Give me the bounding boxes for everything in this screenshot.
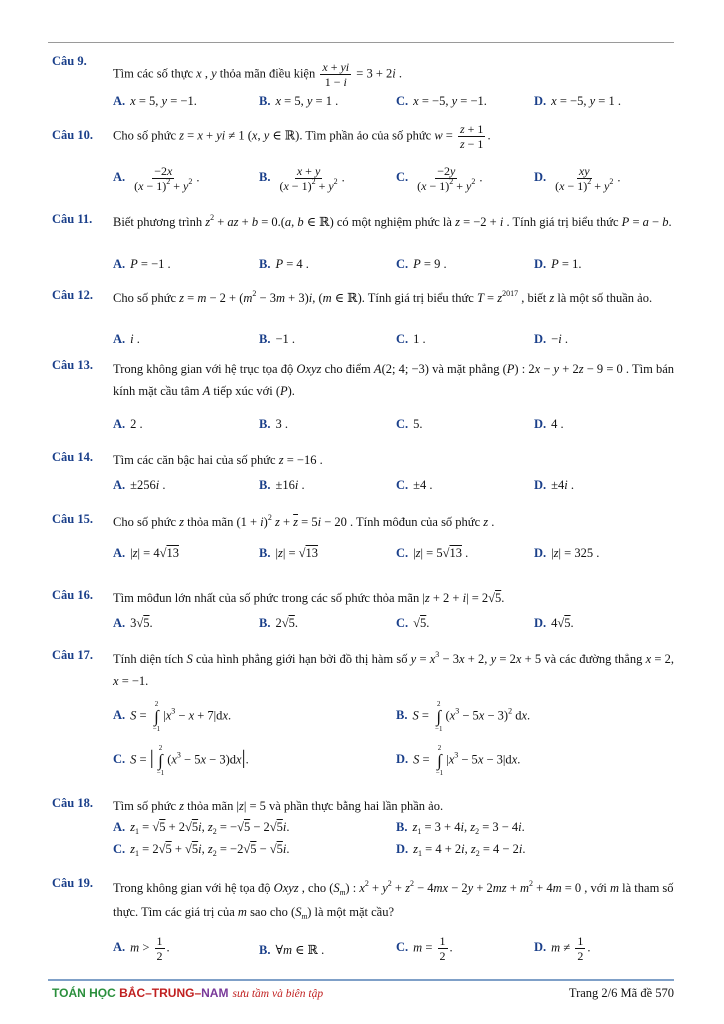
page-number: Trang 2/6 [568, 986, 618, 1000]
question-16: Câu 16. Tìm môđun lớn nhất của số phức trong các số phức thỏa mãn |z + 2 + i| = 2√5. A. 3√5. B. 2√5. C. √5. D. 4√5. [52, 588, 674, 608]
question-text: Tìm số phức z thỏa mãn |z| = 5 và phần thực bằng hai lần phần ảo. [113, 799, 444, 813]
question-11: Câu 11. Biết phương trình $z^2$ + az + b = 0.(a, b ∈ ℝ) có một nghiệm phức là z = −2 + i . Tính giá trị biểu thức P = a − b. A. P = −1 . B. P = 4 . C. P = 9 . D. P = 1. [52, 212, 674, 232]
question-text: Tìm môđun lớn nhất của số phức trong các số phức thỏa mãn |z + 2 + i| = 2√5. [113, 591, 505, 605]
question-text: Tìm các số thực x , y thỏa mãn điều kiện $\frac{x + yi}{1 - i}$ = 3 + 2i . [113, 60, 402, 89]
question-label: Câu 15. [52, 512, 93, 526]
exam-code: Mã đề 570 [620, 986, 674, 1000]
question-18: Câu 18. Tìm số phức z thỏa mãn |z| = 5 và phần thực bằng hai lần phần ảo. A. $z_1 = √5 + 2√5i$, $z_2 = -√5 - 2√5i$. B. $z_1 = 3 + 4i$, $z_2 = 3 - 4i$. C. $z_1 = 2√5 + √5i$, $z_2 = -2√5 - √5i$. D. $z_1 = 4 + 2i$, $z_2 = 4 - 2i$. [52, 796, 674, 816]
question-label: Câu 16. [52, 588, 93, 602]
question-10: Câu 10. Cho số phức z = x + yi ≠ 1 (x, y ∈ ℝ). Tìm phần ảo của số phức w = $\frac{z + 1}{z - 1}$ . A. $\frac{-2x}{(x - 1)^2 + y^2}$ . B. $\frac{x + y}{(x - 1)^2 + y^2}$ . C. $\frac{-2y}{(x - 1)^2 + y^2}$ . D. $\frac{xy}{(x - 1)^2 + y^2}$ . [52, 122, 674, 151]
question-9: Câu 9. Tìm các số thực x , y thỏa mãn điều kiện $\frac{x + yi}{1 - i}$ = 3 + 2i . A. x = 5, y = −1. B. x = 5, y = 1 . C. x = −5, y = −1. D. x = −5, y = 1 . [52, 54, 674, 89]
header-rule [48, 42, 674, 43]
question-15: Câu 15. Cho số phức z thỏa mãn $(1 + i)^2$ $z + \overline{z} = 5i - 20$ . Tính môđun của số phức z . A. |z| = 4√13 B. |z| = √13 C. |z| = 5√13 . D. |z| = 325 . [52, 512, 674, 532]
question-label: Câu 11. [52, 212, 93, 226]
question-label: Câu 13. [52, 358, 93, 372]
question-text: Cho số phức z thỏa mãn $(1 + i)^2$ $z + \overline{z} = 5i - 20$ . Tính môđun của số phức z . [113, 513, 495, 529]
question-14: Câu 14. Tìm các căn bậc hai của số phức z = −16 . A. ±256i . B. ±16i . C. ±4 . D. ±4i . [52, 450, 674, 470]
footer-brand: TOÁN HỌC BẮC–TRUNG–NAM sưu tầm và biên tập [52, 986, 324, 1000]
question-17: Câu 17. Tính diện tích S của hình phẳng giới hạn bởi đồ thị hàm số $y = x^3 - 3x + 2$, y = 2x + 5 và các đường thẳng x = 2, x = −1. A. S = 2 ∫ −1 $|x^3 - x + 7|dx$. B. S = 2 ∫ −1 $(x^3 - 5x - 3)^2$ dx. C. S = | 2 ∫ −1 $(x^3 - 5x - 3)dx|$. D. S = 2 ∫ −1 $|x^3 - 5x - 3|dx$. [52, 648, 674, 777]
question-19: Câu 19. Trong không gian với hệ tọa độ Oxyz , cho $(S_m)$ : $x^2 + y^2 + z^2 - 4mx - 2y + 2mz + m^2 + 4m = 0$ , với m là tham số thực. Tìm các giá trị của m sao cho $(S_m)$ là một mặt cầu? A. m > $\frac{1}{2}$ . B. ∀m ∈ ℝ . C. m = $\frac{1}{2}$ . D. m ≠ $\frac{1}{2}$ . [52, 876, 674, 963]
question-label: Câu 17. [52, 648, 93, 662]
question-label: Câu 10. [52, 128, 93, 142]
question-label: Câu 14. [52, 450, 93, 464]
question-13: Câu 13. Trong không gian với hệ trục tọa độ Oxyz cho điểm A(2; 4; −3) và mặt phẳng (P) : 2x − y + 2z − 9 = 0 . Tìm bán kính mặt cầu tâm A tiếp xúc với (P). A. 2 . B. 3 . C. 5. D. 4 . [52, 358, 674, 431]
question-label: Câu 9. [52, 54, 87, 68]
question-text: Cho số phức $z = m - 2 + (m^2 - 3m + 3)i$, (m ∈ ℝ). Tính giá trị biểu thức $T = z^{2017}$ , biết z là một số thuần ảo. [113, 289, 653, 305]
question-text: Biết phương trình $z^2$ + az + b = 0.(a, b ∈ ℝ) có một nghiệm phức là z = −2 + i . Tính giá trị biểu thức P = a − b. [113, 213, 672, 229]
question-label: Câu 19. [52, 876, 93, 890]
question-text: Tìm các căn bậc hai của số phức z = −16 . [113, 453, 323, 467]
question-label: Câu 18. [52, 796, 93, 810]
question-text: Trong không gian với hệ tọa độ Oxyz , cho $(S_m)$ : $x^2 + y^2 + z^2 - 4mx - 2y + 2mz + m^2 + 4m = 0$ , với m là tham số thực. Tìm các giá trị của m sao cho $(S_m)$ là một mặt cầu? [113, 879, 674, 921]
question-text: Cho số phức z = x + yi ≠ 1 (x, y ∈ ℝ). Tìm phần ảo của số phức w = $\frac{z + 1}{z - 1}$ . [113, 122, 491, 151]
footer-rule [48, 979, 674, 981]
question-12: Câu 12. Cho số phức $z = m - 2 + (m^2 - 3m + 3)i$, (m ∈ ℝ). Tính giá trị biểu thức $T = z^{2017}$ , biết z là một số thuần ảo. A. i . B. −1 . C. 1 . D. −i . [52, 288, 674, 308]
footer-page-info [569, 986, 674, 1001]
question-label: Câu 12. [52, 288, 93, 302]
question-text: Tính diện tích S của hình phẳng giới hạn bởi đồ thị hàm số $y = x^3 - 3x + 2$, y = 2x + 5 và các đường thẳng x = 2, x = −1. [113, 650, 674, 688]
question-text: Trong không gian với hệ trục tọa độ Oxyz cho điểm A(2; 4; −3) và mặt phẳng (P) : 2x − y + 2z − 9 = 0 . Tìm bán kính mặt cầu tâm A tiếp xúc với (P). [113, 362, 674, 398]
